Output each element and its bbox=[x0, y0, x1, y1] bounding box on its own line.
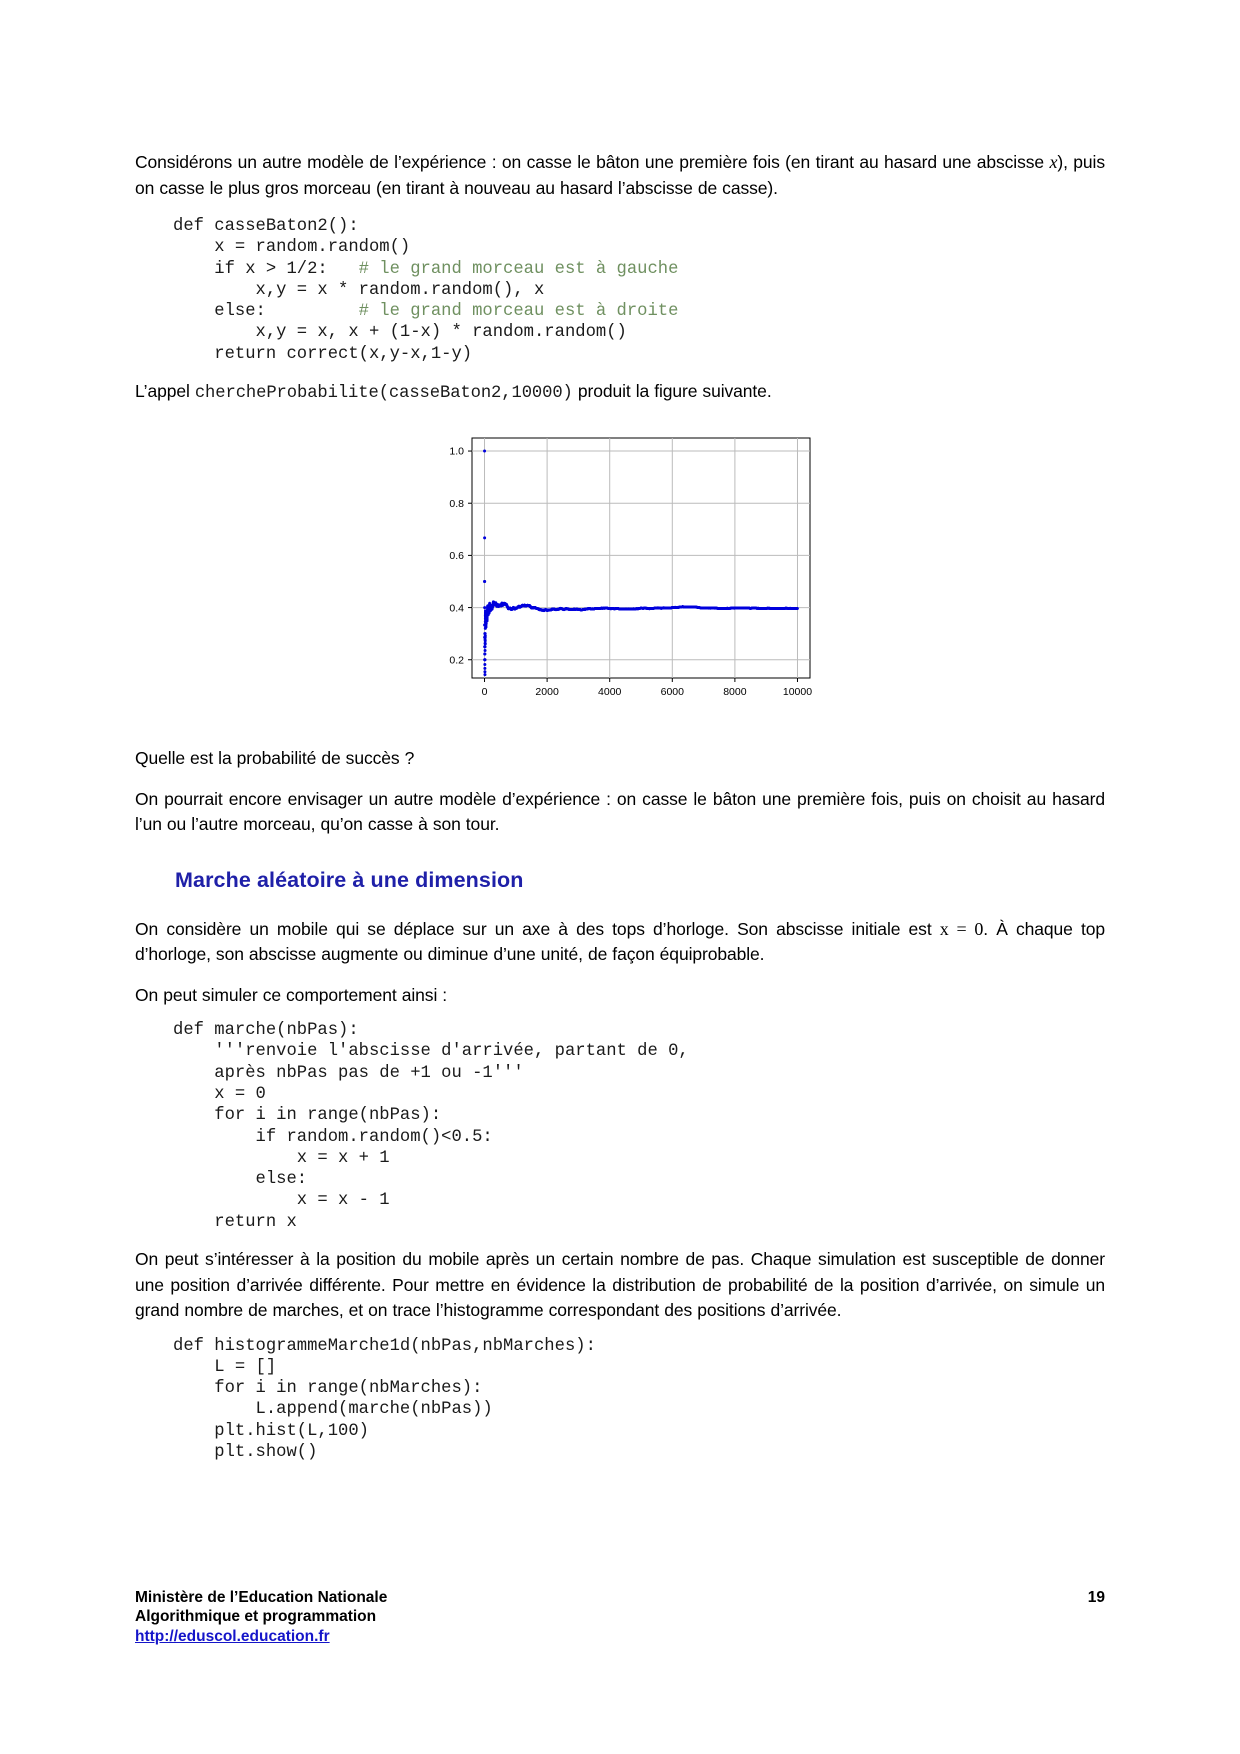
code-line: for i in range(nbPas): bbox=[173, 1106, 442, 1126]
code-line: '''renvoie l'abscisse d'arrivée, partant de 0, bbox=[173, 1042, 689, 1062]
svg-text:0.4: 0.4 bbox=[449, 602, 464, 615]
svg-text:6000: 6000 bbox=[660, 686, 684, 699]
histogram-intro-paragraph: On peut s’intéresser à la position du mobile après un certain nombre de pas. Chaque simulation est susceptible de donner une position d’arrivée différente. Pour mettre en évidence la distribution de probabilité de la position d’arrivée, on simule un grand nombre de marches, et on trace l’histogramme correspondant des positions d’arrivée. bbox=[135, 1249, 1105, 1321]
intro-paragraph bbox=[135, 150, 1105, 201]
simulate-intro: On peut simuler ce comportement ainsi : bbox=[135, 984, 448, 1005]
code-block-casse-baton2 bbox=[135, 216, 1105, 365]
code-line: plt.hist(L,100) bbox=[173, 1421, 369, 1441]
math-variable-x: x bbox=[1049, 152, 1058, 172]
page-footer bbox=[135, 1588, 1105, 1647]
code-line: if random.random()<0.5: bbox=[173, 1127, 493, 1147]
code-line bbox=[173, 216, 1105, 237]
svg-text:0.2: 0.2 bbox=[449, 654, 464, 667]
code-text: def casseBaton2(): bbox=[173, 217, 359, 236]
svg-text:8000: 8000 bbox=[723, 686, 747, 699]
code-line bbox=[173, 322, 1105, 343]
random-walk-description bbox=[135, 917, 1105, 968]
rw-text-part2: . À chaque top d’horloge, son abscisse augmente ou diminue d’une unité, de façon équiprobable. bbox=[135, 918, 1105, 965]
svg-text:0.6: 0.6 bbox=[449, 550, 464, 563]
code-line: else: bbox=[173, 1170, 308, 1190]
code-line: après nbPas pas de +1 ou -1''' bbox=[173, 1063, 524, 1083]
code-text: return correct(x,y-x,1-y) bbox=[173, 344, 473, 364]
code-block-marche bbox=[135, 1020, 1105, 1233]
section-heading-random-walk: Marche aléatoire à une dimension bbox=[175, 867, 524, 892]
svg-text:1.0: 1.0 bbox=[449, 445, 464, 458]
intro-text-part1: Considérons un autre modèle de l’expérience : on casse le bâton une première fois (en tirant au hasard une abscisse bbox=[135, 152, 1050, 172]
y-axis-tick-labels bbox=[449, 446, 464, 667]
call-prefix: L’appel bbox=[135, 381, 195, 402]
other-model-paragraph: On pourrait encore envisager un autre modèle d’expérience : on casse le bâton une première fois, puis on choisit au hasard l’un ou l’autre morceau, qu’on casse à son tour. bbox=[135, 788, 1105, 835]
svg-text:4000: 4000 bbox=[598, 686, 622, 699]
rw-text-part1: On considère un mobile qui se déplace sur un axe à des tops d’horloge. Son abscisse initiale est bbox=[135, 918, 940, 939]
code-line: x = x + 1 bbox=[173, 1148, 390, 1168]
code-block-histogramme bbox=[135, 1336, 1105, 1464]
code-line bbox=[173, 237, 1105, 258]
code-line bbox=[173, 259, 1105, 280]
footer-subject: Algorithmique et programmation bbox=[135, 1608, 377, 1625]
x-axis-tick-labels bbox=[482, 686, 813, 698]
code-line bbox=[173, 280, 1105, 301]
code-line: x = 0 bbox=[173, 1084, 266, 1104]
code-line: def marche(nbPas): bbox=[173, 1021, 359, 1041]
code-comment: # le grand morceau est à droite bbox=[358, 302, 679, 322]
code-text: if x > 1/2: bbox=[173, 259, 359, 279]
code-line: return x bbox=[173, 1212, 297, 1232]
call-suffix: produit la figure suivante. bbox=[572, 381, 772, 402]
call-sentence bbox=[135, 379, 1105, 406]
figure-convergence-plot bbox=[135, 420, 1105, 720]
call-code: chercheProbabilite(casseBaton2,10000) bbox=[194, 384, 573, 404]
code-text: x,y = x, x + (1-x) * random.random() bbox=[173, 323, 627, 343]
intro-text-part2: ), puis on casse le plus gros morceau (en tirant à nouveau au hasard l’abscisse de casse). bbox=[135, 152, 1105, 198]
footer-ministry: Ministère de l’Education Nationale bbox=[135, 1588, 388, 1606]
code-line: x = x - 1 bbox=[173, 1191, 390, 1211]
footer-link-eduscol[interactable]: http://eduscol.education.fr bbox=[135, 1627, 330, 1645]
code-text: x,y = x * random.random(), x bbox=[173, 280, 545, 300]
footer-text-block bbox=[135, 1588, 1068, 1647]
chart-container bbox=[410, 420, 830, 720]
svg-text:0.8: 0.8 bbox=[449, 497, 464, 510]
svg-text:0: 0 bbox=[481, 686, 488, 699]
code-comment: # le grand morceau est à gauche bbox=[358, 259, 679, 279]
code-line bbox=[173, 344, 1105, 365]
code-line: for i in range(nbMarches): bbox=[173, 1379, 483, 1399]
code-text: else: bbox=[173, 302, 359, 322]
code-text: x = random.random() bbox=[173, 238, 411, 258]
convergence-chart bbox=[410, 420, 830, 720]
math-x-equals-zero: x = 0 bbox=[939, 918, 984, 939]
code-line: L.append(marche(nbPas)) bbox=[173, 1400, 493, 1420]
code-line: def histogrammeMarche1d(nbPas,nbMarches): bbox=[173, 1336, 596, 1356]
svg-text:10000: 10000 bbox=[782, 686, 813, 699]
code-line bbox=[173, 301, 1105, 322]
svg-text:2000: 2000 bbox=[535, 686, 559, 699]
page-number: 19 bbox=[1087, 1588, 1105, 1606]
code-line: plt.show() bbox=[173, 1443, 318, 1463]
plot-frame bbox=[472, 438, 810, 678]
code-line: L = [] bbox=[173, 1357, 277, 1377]
question-paragraph: Quelle est la probabilité de succès ? bbox=[135, 748, 415, 769]
